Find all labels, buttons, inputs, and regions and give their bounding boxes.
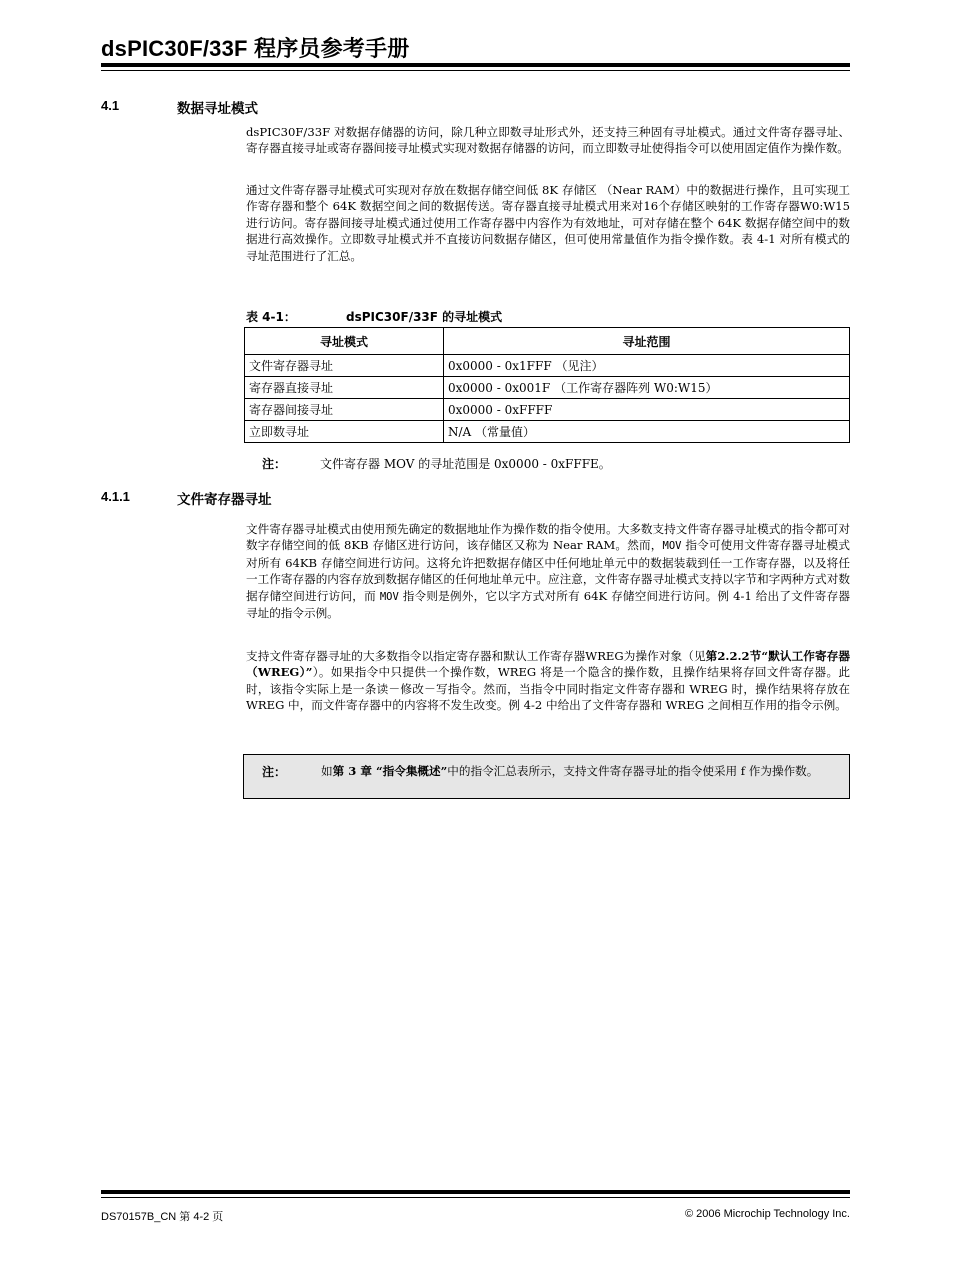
table-header-row: [245, 328, 850, 355]
footer-doc-number: DS70157B_CN 第 4-2 页: [101, 1211, 224, 1223]
table-row: [245, 377, 850, 399]
note-text: 如第 3 章 “指令集概述”中的指令汇总表所示，支持文件寄存器寻址的指令使采用 f 作为操作数。: [321, 764, 819, 778]
footer-rule-thick: [101, 1190, 850, 1194]
section-number: 4.1: [101, 98, 120, 113]
subsection-title: 文件寄存器寻址: [177, 492, 272, 508]
header-rule-thick: [101, 63, 850, 67]
table-cell: 0x0000 - 0x1FFF （见注）: [444, 355, 850, 377]
note-box: [243, 754, 850, 799]
table-note: [262, 455, 611, 472]
column-header: 寻址模式: [245, 328, 444, 355]
footer-rule-thin: [101, 1197, 850, 1198]
note-text: 文件寄存器 MOV 的寻址范围是 0x0000 - 0xFFFE。: [320, 457, 611, 471]
code-mov: MOV: [662, 540, 682, 553]
cross-reference: 第2.2.2节“默认工作寄存器（WREG）”: [246, 649, 850, 680]
table-row: [245, 421, 850, 443]
table-row: [245, 355, 850, 377]
note-label: 注：: [262, 457, 287, 471]
table-cell: 寄存器间接寻址: [245, 399, 444, 421]
paragraph: dsPIC30F/33F 对数据存储器的访问，除几种立即数寻址形式外，还支持三种固有寻址模式。通过文件寄存器寻址、寄存器直接寻址或寄存器间接寻址模式实现对数据存储器的访问，而立即数寻址使得指令可以使用固定值作为操作数。: [246, 125, 850, 156]
table-cell: 0x0000 - 0x001F （工作寄存器阵列 W0:W15）: [444, 377, 850, 399]
table-label: 表 4-1：: [246, 310, 296, 324]
paragraph: 支持文件寄存器寻址的大多数指令以指定寄存器和默认工作寄存器WREG为操作对象（见第2.2.2节“默认工作寄存器（WREG）”）。如果指令中只提供一个操作数，WREG 将是一个隐含的操作数，且操作结果将存回文件寄存器。此时，该指令实际上是一条读－修改－写指令。然而，当指令中同时指定文件寄存器和 WREG 时，操作结果将存放在 WREG 中，而文件寄存器中的内容将不发生改变。例 4-2 中给出了文件寄存器和 WREG 之间相互作用的指令示例。: [246, 649, 850, 713]
header-rule-thin: [101, 70, 850, 71]
table-cell: 寄存器直接寻址: [245, 377, 444, 399]
table-row: [245, 399, 850, 421]
cross-reference: 第 3 章 “指令集概述”: [332, 764, 448, 778]
section-title: 数据寻址模式: [177, 101, 258, 117]
subsection-number: 4.1.1: [101, 489, 130, 504]
code-mov: MOV: [379, 590, 399, 603]
table-cell: 立即数寻址: [245, 421, 444, 443]
table-cell: 0x0000 - 0xFFFF: [444, 399, 850, 421]
table-caption: [246, 308, 503, 325]
note-label: 注：: [262, 765, 287, 779]
paragraph: 通过文件寄存器寻址模式可实现对存放在数据存储空间低 8K 存储区 （Near RAM）中的数据进行操作，且可实现工作寄存器和整个 64K 数据空间之间的数据传送。寄存器直接寻址模式用来对16个存储区映射的工作寄存器W0:W15进行访问。寄存器间接寻址模式通过使用工作寄存器中内容作为有效地址，可对存储在整个 64K 数据存储空间中的数据进行高效操作。立即数寻址模式并不直接访问数据存储区，但可使用常量值作为指令操作数。表 4-1 对所有模式的寻址范围进行了汇总。: [246, 183, 850, 263]
table-cell: N/A （常量值）: [444, 421, 850, 443]
column-header: 寻址范围: [444, 328, 850, 355]
table-title: dsPIC30F/33F 的寻址模式: [346, 310, 503, 324]
table-cell: 文件寄存器寻址: [245, 355, 444, 377]
page-header-title: dsPIC30F/33F 程序员参考手册: [101, 36, 410, 61]
paragraph: 文件寄存器寻址模式由使用预先确定的数据地址作为操作数的指令使用。大多数支持文件寄存器寻址模式的指令都可对数字存储空间的低 8KB 存储区进行访问，该存储区又称为 Near RAM。然而，MOV 指令可使用文件寄存器寻址模式对所有 64KB 存储空间进行访问。这将允许把数据存储区中任何地址单元中的数据装载到任一工作寄存器，以及将任一工作寄存器的内容存放到数据存储区的任何地址单元中。应注意，文件寄存器寻址模式支持以字节和字两种方式对数据存储空间进行访问，而 MOV 指令则是例外，它以字方式对所有 64K 存储空间进行访问。例 4-1 给出了文件寄存器寻址的指令示例。: [246, 522, 851, 621]
footer-copyright: © 2006 Microchip Technology Inc.: [684, 1208, 850, 1220]
addressing-modes-table: [244, 327, 850, 443]
